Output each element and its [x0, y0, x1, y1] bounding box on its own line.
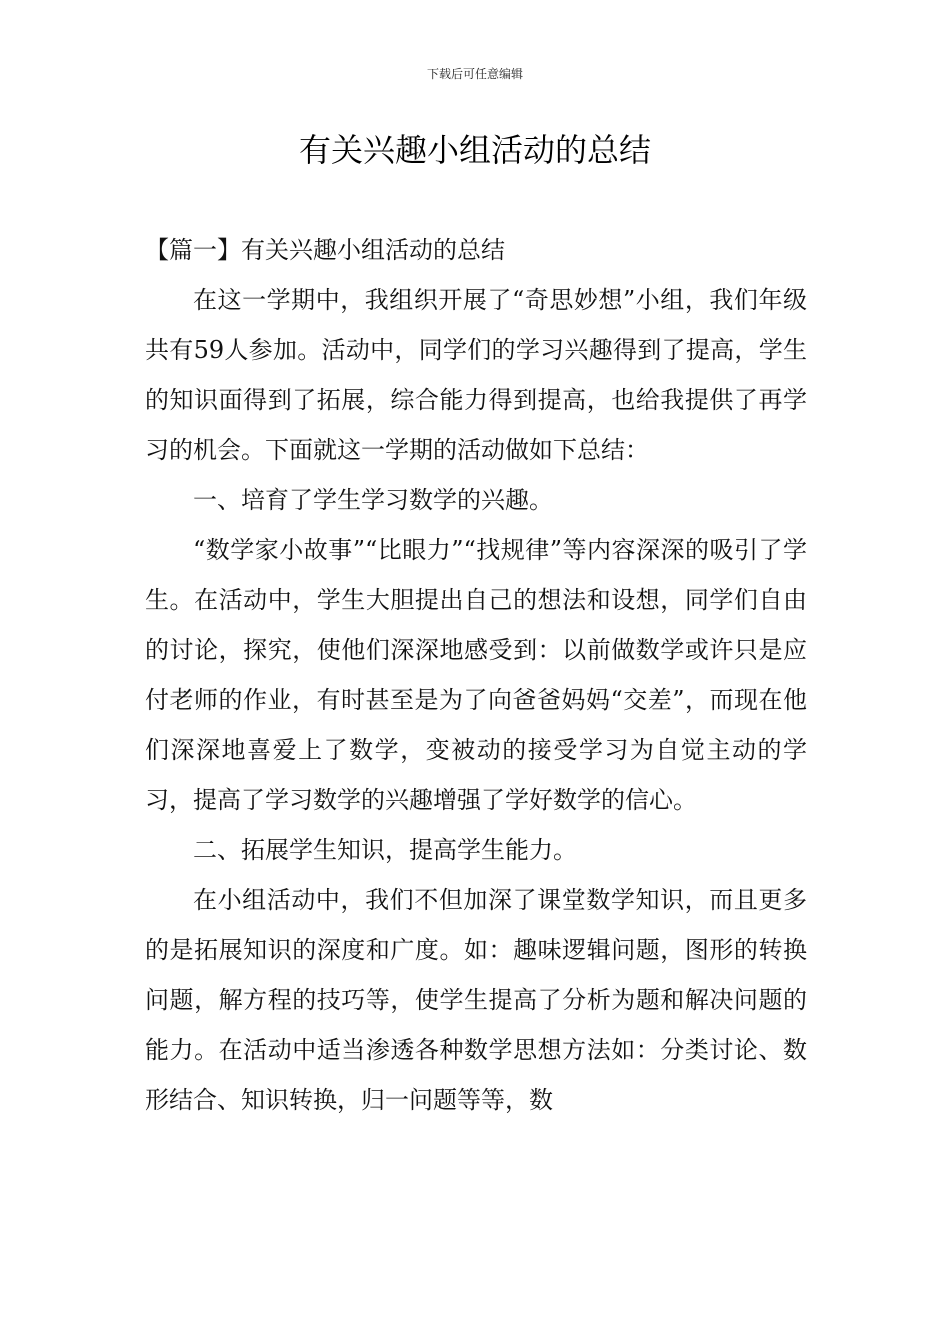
subheading-knowledge: 二、拓展学生知识，提高学生能力。 — [193, 836, 577, 864]
header-note: 下载后可任意编辑 — [426, 67, 523, 81]
section-heading: 【篇一】有关兴趣小组活动的总结 — [145, 236, 505, 264]
paragraph-interest: “数学家小故事”“比眼力”“找规律”等内容深深的吸引了学生。在活动中，学生大胆提出自己的想法和设想，同学们自由的讨论，探究，使他们深深地感受到：以前做数学或许只是应付老师的作业，有时甚至是为了向爸爸妈妈“交差”，而现在他们深深地喜爱上了数学，变被动的接受学习为自觉主动的学习，提高了学习数学的兴趣增强了学好数学的信心。 — [145, 536, 807, 814]
document-body — [145, 225, 807, 1125]
document-title: 有关兴趣小组活动的总结 — [298, 131, 651, 169]
paragraph-intro: 在这一学期中，我组织开展了“奇思妙想”小组，我们年级共有59人参加。活动中，同学们的学习兴趣得到了提高，学生的知识面得到了拓展，综合能力得到提高，也给我提供了再学习的机会。下面就这一学期的活动做如下总结： — [145, 286, 807, 464]
subheading-interest: 一、培育了学生学习数学的兴趣。 — [193, 486, 553, 514]
paragraph-knowledge: 在小组活动中，我们不但加深了课堂数学知识，而且更多的是拓展知识的深度和广度。如：趣味逻辑问题，图形的转换问题，解方程的技巧等，使学生提高了分析为题和解决问题的能力。在活动中适当渗透各种数学思想方法如：分类讨论、数形结合、知识转换，归一问题等等，数 — [145, 886, 807, 1114]
